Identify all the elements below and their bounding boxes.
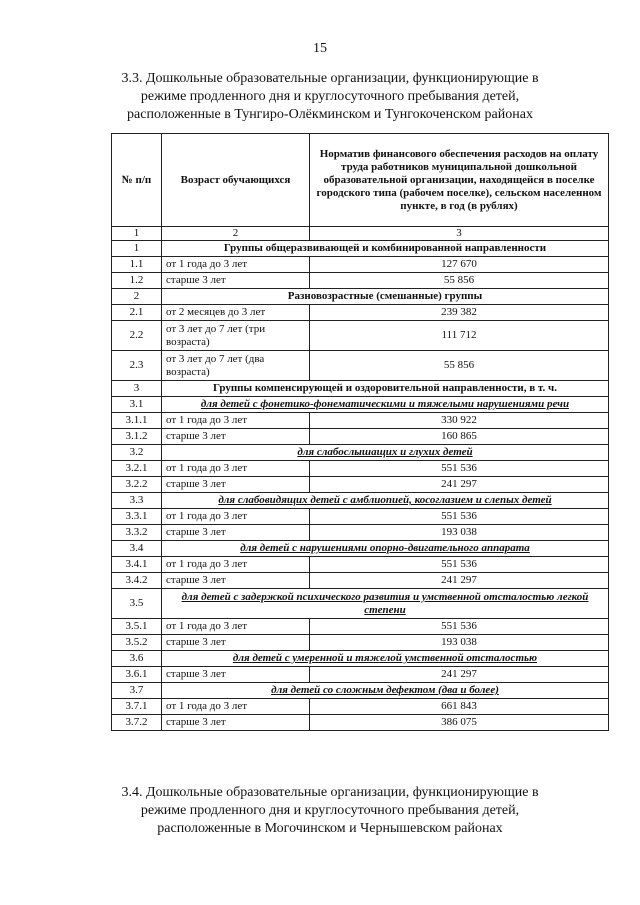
row-number: 3.1.1 [112,413,162,429]
row-number: 3.2.2 [112,477,162,493]
heading-line: расположенные в Могочинском и Чернышевском районах [157,821,503,836]
age-cell: старше 3 лет [162,715,310,731]
age-cell: от 1 года до 3 лет [162,461,310,477]
norm-value-cell: 127 670 [310,257,609,273]
row-number: 3.2.1 [112,461,162,477]
subsection-row [112,541,609,557]
table-row [112,461,609,477]
row-number: 3.4.2 [112,573,162,589]
norm-value-cell: 551 536 [310,619,609,635]
row-number: 3.1.2 [112,429,162,445]
row-number: 2 [112,289,162,305]
row-number: 3.3 [112,493,162,509]
table-row [112,573,609,589]
age-cell: от 1 года до 3 лет [162,257,310,273]
heading-line: 3.4. Дошкольные образовательные организации, функционирующие в [121,785,539,800]
age-cell: старше 3 лет [162,573,310,589]
table-row [112,273,609,289]
row-number: 2.3 [112,351,162,381]
column-index: 3 [310,227,609,241]
table-header-row [112,134,609,227]
age-cell: от 2 месяцев до 3 лет [162,305,310,321]
norm-value-cell: 386 075 [310,715,609,731]
heading-line: режиме продленного дня и круглосуточного пребывания детей, [140,803,520,818]
heading-line: режиме продленного дня и круглосуточного пребывания детей, [140,89,520,104]
table-row [112,477,609,493]
heading-line: расположенные в Тунгиро-Олёкминском и Тунгокоченском районах [127,107,533,122]
subsection-row [112,651,609,667]
table-row [112,321,609,351]
row-number: 2.2 [112,321,162,351]
age-cell: от 1 года до 3 лет [162,509,310,525]
norm-value-cell: 160 865 [310,429,609,445]
subsection-row [112,493,609,509]
table-row [112,699,609,715]
row-number: 3.1 [112,397,162,413]
age-cell: старше 3 лет [162,525,310,541]
norm-value-cell: 55 856 [310,273,609,289]
subsection-title: для детей со сложным дефектом (два и более) [162,683,609,699]
row-number: 3.7.1 [112,699,162,715]
row-number: 3.6 [112,651,162,667]
table-row [112,257,609,273]
table-row [112,619,609,635]
row-number: 3.5 [112,589,162,619]
header-number: № п/п [112,134,162,227]
age-cell: старше 3 лет [162,273,310,289]
subsection-title: для слабослышащих и глухих детей [162,445,609,461]
age-cell: старше 3 лет [162,429,310,445]
subsection-row [112,589,609,619]
section-row [112,241,609,257]
table-row [112,667,609,683]
section-row [112,381,609,397]
age-cell: от 3 лет до 7 лет (два возраста) [162,351,310,381]
norm-value-cell: 661 843 [310,699,609,715]
table-row [112,351,609,381]
table-row [112,635,609,651]
table-row [112,525,609,541]
age-cell: от 1 года до 3 лет [162,413,310,429]
section-heading-3-4 [100,784,560,838]
norm-value-cell: 241 297 [310,477,609,493]
subsection-row [112,397,609,413]
subsection-title: для слабовидящих детей с амблиопией, косоглазием и слепых детей [162,493,609,509]
row-number: 3.5.1 [112,619,162,635]
norm-value-cell: 551 536 [310,557,609,573]
table-row [112,413,609,429]
section-row [112,289,609,305]
row-number: 3.3.1 [112,509,162,525]
table-row [112,715,609,731]
norm-value-cell: 551 536 [310,509,609,525]
column-index: 1 [112,227,162,241]
row-number: 3.3.2 [112,525,162,541]
column-index-row [112,227,609,241]
row-number: 3.2 [112,445,162,461]
norm-value-cell: 551 536 [310,461,609,477]
row-number: 3.7 [112,683,162,699]
age-cell: от 1 года до 3 лет [162,557,310,573]
page-number: 15 [313,41,327,56]
table-row [112,305,609,321]
subsection-row [112,683,609,699]
section-title: Разновозрастные (смешанные) группы [162,289,609,305]
row-number: 3.6.1 [112,667,162,683]
norm-value-cell: 241 297 [310,573,609,589]
norm-value-cell: 111 712 [310,321,609,351]
subsection-title: для детей с фонетико-фонематическими и тяжелыми нарушениями речи [162,397,609,413]
section-title: Группы общеразвивающей и комбинированной направленности [162,241,609,257]
header-norm: Норматив финансового обеспечения расходов на оплату труда работников муниципальной дошкольной образовательной организации, находящейся в поселке городского типа (рабочем поселке), сельском населенном пункте, в год (в рублях) [310,134,609,227]
subsection-title: для детей с нарушениями опорно-двигательного аппарата [162,541,609,557]
row-number: 1 [112,241,162,257]
norm-value-cell: 239 382 [310,305,609,321]
heading-line: 3.3. Дошкольные образовательные организации, функционирующие в [121,71,539,86]
table-row [112,429,609,445]
row-number: 3.7.2 [112,715,162,731]
row-number: 3 [112,381,162,397]
age-cell: старше 3 лет [162,635,310,651]
subsection-row [112,445,609,461]
norm-value-cell: 193 038 [310,525,609,541]
table-row [112,557,609,573]
row-number: 3.4 [112,541,162,557]
norm-value-cell: 193 038 [310,635,609,651]
column-index: 2 [162,227,310,241]
subsection-title: для детей с умеренной и тяжелой умственной отсталостью [162,651,609,667]
row-number: 3.5.2 [112,635,162,651]
funding-norms-table [111,133,609,731]
subsection-title: для детей с задержкой психического развития и умственной отсталостью легкой степени [162,589,609,619]
row-number: 3.4.1 [112,557,162,573]
norm-value-cell: 55 856 [310,351,609,381]
header-age: Возраст обучающихся [162,134,310,227]
section-heading-3-3 [100,70,560,124]
norm-value-cell: 241 297 [310,667,609,683]
norm-value-cell: 330 922 [310,413,609,429]
age-cell: от 1 года до 3 лет [162,699,310,715]
row-number: 1.1 [112,257,162,273]
age-cell: старше 3 лет [162,667,310,683]
section-title: Группы компенсирующей и оздоровительной направленности, в т. ч. [162,381,609,397]
age-cell: от 3 лет до 7 лет (три возраста) [162,321,310,351]
table-row [112,509,609,525]
row-number: 2.1 [112,305,162,321]
row-number: 1.2 [112,273,162,289]
age-cell: от 1 года до 3 лет [162,619,310,635]
age-cell: старше 3 лет [162,477,310,493]
